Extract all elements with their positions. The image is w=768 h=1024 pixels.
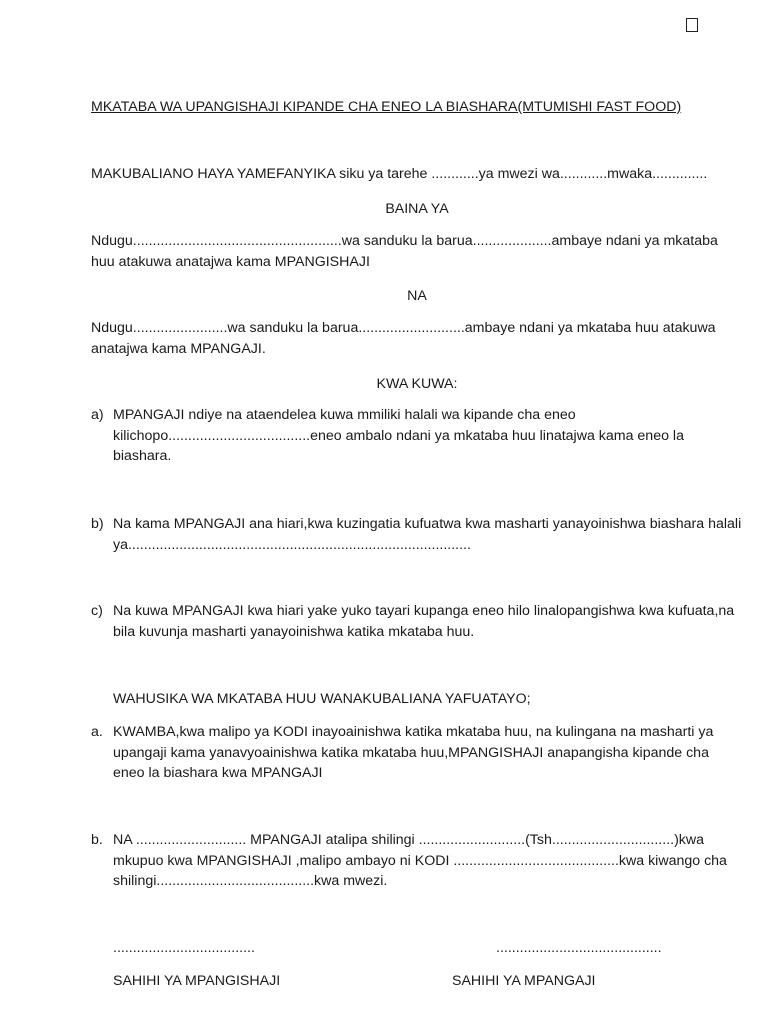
document-title: MKATABA WA UPANGISHAJI KIPANDE CHA ENEO LA BIASHARA(MTUMISHI FAST FOOD) — [91, 99, 682, 115]
clause-label: b. — [91, 832, 103, 848]
landlord-signature-label: SAHIHI YA MPANGISHAJI — [113, 973, 281, 989]
clause-text: NA ............................ MPANGAJI atalipa shilingi ...........................(Tsh...............................)kwa mkupuo kwa MPANGISHAJI ,malipo ambayo ni KODI ..........................................kwa kiwango cha shilingi........................................kwa mwezi. — [113, 832, 727, 889]
recital-text: MPANGAJI ndiye na ataendelea kuwa mmiliki halali wa kipande cha eneo kilichopo....................................eneo ambalo ndani ya mkataba huu linatajwa kama eneo la biashara. — [113, 407, 684, 464]
landlord-party-paragraph: Ndugu.....................................................wa sanduku la barua....................ambaye ndani ya mkataba huu atakuwa anatajwa kama MPANGISHAJI — [91, 233, 718, 270]
recital-label: b) — [91, 516, 104, 532]
and-heading: NA — [407, 288, 427, 304]
clause-label: a. — [91, 724, 103, 740]
parties-agree-heading: WAHUSIKA WA MKATABA HUU WANAKUBALIANA YAFUATAYO; — [113, 691, 531, 707]
agreement-date-line: siku ya tarehe ............ya mwezi wa............mwaka.............. — [335, 166, 708, 182]
whereas-heading: KWA KUWA: — [376, 376, 458, 392]
recital-text: Na kuwa MPANGAJI kwa hiari yake yuko tayari kupanga eneo hilo linalopangishwa kwa kufuata,na bila kuvunja masharti yanayoinishwa katika mkataba huu. — [113, 603, 735, 640]
between-heading: BAINA YA — [385, 201, 449, 217]
tenant-party-paragraph: Ndugu........................wa sanduku la barua...........................ambaye ndani ya mkataba huu atakuwa anatajwa kama MPANGAJI. — [91, 320, 716, 357]
agreement-lead: MAKUBALIANO HAYA YAMEFANYIKA — [91, 166, 336, 182]
clause-text: KWAMBA,kwa malipo ya KODI inayoainishwa katika mkataba huu, na kulingana na masharti ya upangaji kama yanavyoainishwa katika mkataba huu,MPANGISHAJI anapangisha kipande cha eneo la biashara kwa MPANGAJI — [113, 724, 714, 781]
recital-label: a) — [91, 407, 104, 423]
checkbox[interactable] — [686, 18, 698, 32]
tenant-signature-label: SAHIHI YA MPANGAJI — [452, 973, 596, 989]
tenant-signature-line: .......................................... — [496, 940, 662, 956]
landlord-signature-line: .................................... — [113, 940, 255, 956]
recital-label: c) — [91, 603, 103, 619]
recital-text: Na kama MPANGAJI ana hiari,kwa kuzingatia kufuatwa kwa masharti yanayoinishwa biashara halali ya....................................................................................... — [113, 516, 742, 553]
agreement-intro — [91, 164, 743, 185]
